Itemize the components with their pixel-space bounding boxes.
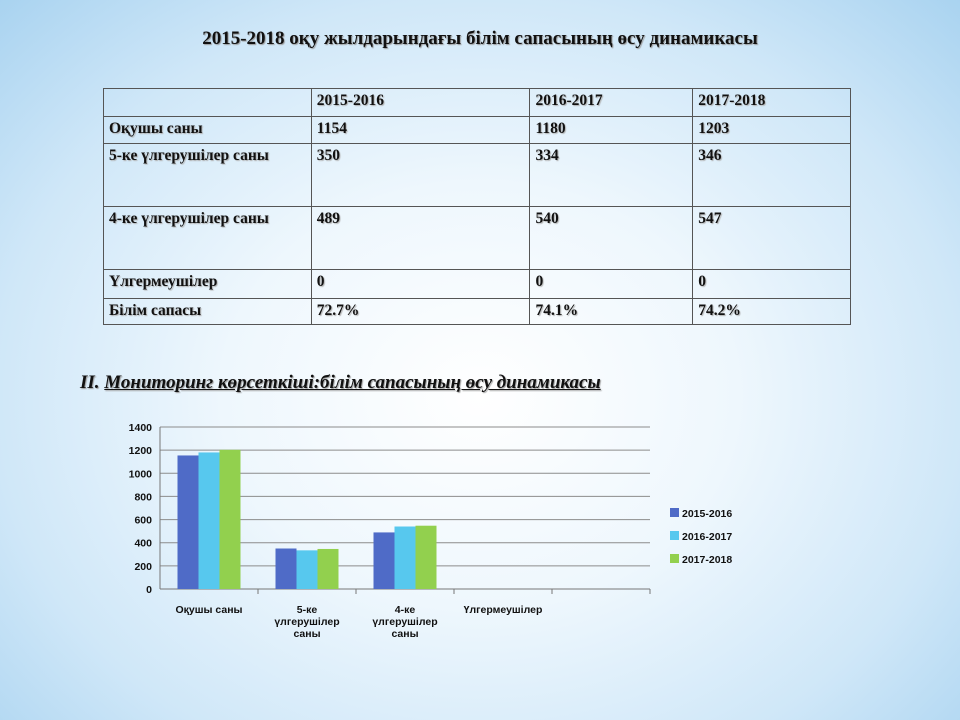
bar [318,549,339,589]
x-tick-label: 4-ке [394,604,416,616]
table-cell: 1180 [530,117,693,144]
y-tick-label: 1200 [128,445,152,458]
table-cell: 74.2% [693,299,851,325]
bar [416,526,437,589]
y-tick-label: 200 [134,560,152,573]
legend-swatch [670,554,679,563]
x-tick-label: саны [391,628,419,640]
bar [297,550,318,589]
chart-heading-text: Мониторинг көрсеткіші:білім сапасының өсу динамикасы [104,372,601,393]
x-tick-label: саны [293,628,321,640]
y-tick-label: 1400 [128,422,152,434]
page-title: 2015-2018 оқу жылдарындағы білім сапасының өсу динамикасы [202,28,758,49]
table-cell: 346 [693,144,851,207]
table-header-cell: 2016-2017 [530,89,693,117]
table-header-cell: 2015-2016 [311,89,530,117]
bar [199,452,220,589]
table-cell: 0 [693,270,851,299]
table-cell: 0 [530,270,693,299]
y-tick-label: 800 [134,491,152,504]
table-cell: 0 [311,270,530,299]
bar [395,527,416,589]
bar [276,549,297,590]
table-cell: 350 [311,144,530,207]
x-tick-label: Оқушы саны [175,604,243,616]
table-cell: Үлгермеушілер [104,270,312,299]
table-cell: 540 [530,207,693,270]
table-cell: 1203 [693,117,851,144]
bar [374,532,395,589]
y-tick-label: 1000 [128,468,152,481]
table-cell: 334 [530,144,693,207]
table-header-cell: 2017-2018 [693,89,851,117]
table-cell: 489 [311,207,530,270]
y-tick-label: 600 [134,514,152,527]
x-tick-label: үлгерушілер [372,616,438,628]
table-cell: 4-ке үлгерушілер саны [104,207,312,270]
table-cell: 72.7% [311,299,530,325]
legend-label: 2015-2016 [682,508,733,520]
bar [220,450,241,589]
legend-swatch [670,508,679,517]
y-tick-label: 0 [146,584,152,596]
table-cell: Оқушы саны [104,117,312,144]
table-cell: Білім сапасы [104,299,312,325]
x-tick-label: үлгерушілер [274,616,340,628]
table-cell: 74.1% [530,299,693,325]
chart-heading-prefix: II. [80,372,105,393]
x-tick-label: 5-ке [296,604,318,616]
table-cell: 547 [693,207,851,270]
bar [178,455,199,589]
table-cell: 1154 [311,117,530,144]
legend-label: 2016-2017 [682,531,733,543]
table-cell: 5-ке үлгерушілер саны [104,144,312,207]
legend-label: 2017-2018 [682,554,733,566]
y-tick-label: 400 [134,537,152,550]
x-tick-label: Үлгермеушілер [463,604,543,616]
legend-swatch [670,531,679,540]
